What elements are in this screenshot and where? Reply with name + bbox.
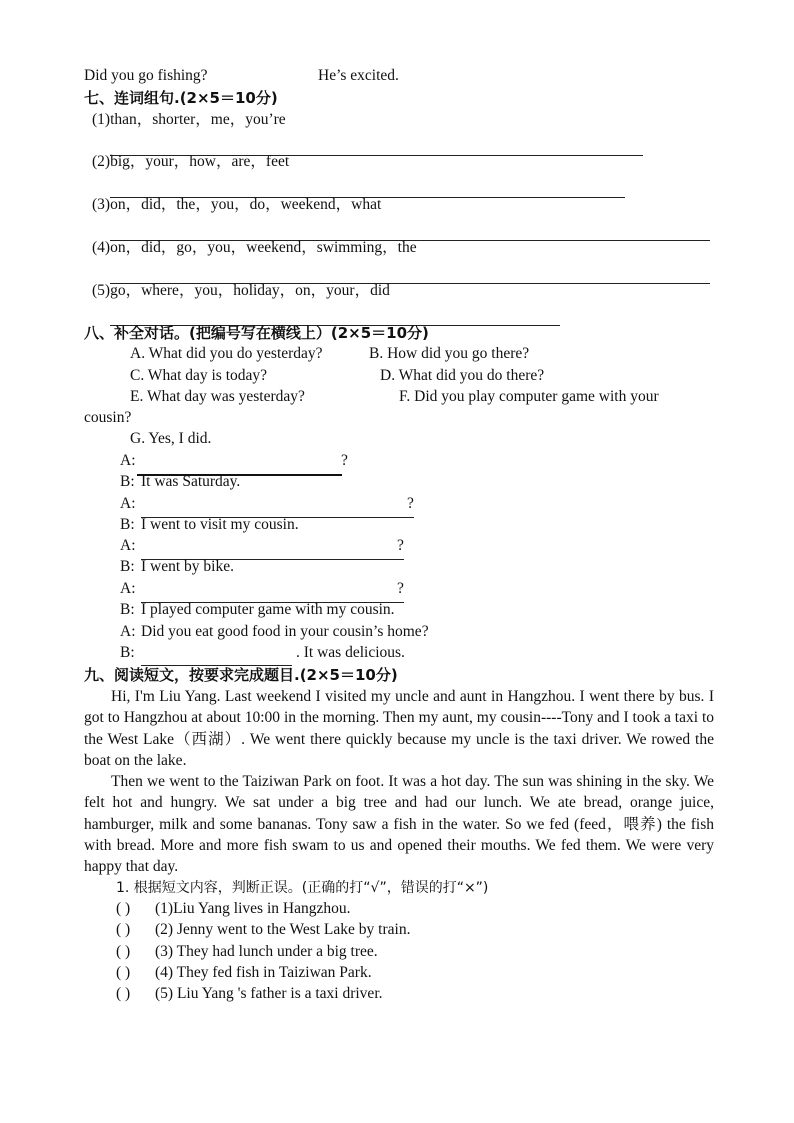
dialog-speaker: A: — [120, 452, 136, 469]
answer-bracket[interactable]: ( ) — [116, 900, 131, 917]
judgement-item-1: (1)Liu Yang lives in Hangzhou. — [155, 900, 351, 917]
top-line-left: Did you go fishing? — [84, 67, 208, 84]
judgement-item-4: (4) They fed fish in Taiziwan Park. — [155, 964, 372, 981]
question-mark: ? — [341, 452, 348, 469]
option-c: C. What day is today? — [130, 367, 268, 384]
option-g: G. Yes, I did. — [130, 430, 212, 447]
section-7-title: 七、连词组句.(2×5＝10分) — [84, 89, 278, 107]
dialog-speaker: B: — [120, 601, 135, 618]
dialog-speaker: B: — [120, 516, 135, 533]
dialog-speaker: A: — [120, 537, 136, 554]
top-line-right: He’s excited. — [318, 67, 399, 84]
question-mark: ? — [397, 580, 404, 597]
word-order-item-2: (2)big，your，how，are，feet — [92, 153, 290, 170]
judgement-instructions: 1. 根据短文内容，判断正误。(正确的打“√”，错误的打“×”) — [116, 880, 489, 896]
dialog-speaker: B: — [120, 558, 135, 575]
word-order-item-3: (3)on，did，the，you，do，weekend，what — [92, 196, 382, 213]
dialog-speaker: B: — [120, 473, 135, 490]
answer-bracket[interactable]: ( ) — [116, 943, 131, 960]
dialog-line: It was Saturday. — [141, 473, 241, 490]
judgement-item-2: (2) Jenny went to the West Lake by train. — [155, 921, 411, 938]
dialog-speaker: A: — [120, 495, 136, 512]
answer-bracket[interactable]: ( ) — [116, 985, 131, 1002]
word-order-item-4: (4)on，did，go，you，weekend，swimming，the — [92, 239, 417, 256]
dialog-line: I went by bike. — [141, 558, 234, 575]
section-8-title: 八、补全对话。(把编号写在横线上）(2×5＝10分) — [84, 324, 429, 342]
option-e: E. What day was yesterday? — [130, 388, 305, 405]
dialog-line: Did you eat good food in your cousin’s home? — [141, 623, 429, 640]
dialog-speaker: A: — [120, 580, 136, 597]
word-order-item-1: (1)than，shorter，me，you’re — [92, 111, 286, 128]
dialog-speaker: A: — [120, 623, 136, 640]
answer-bracket[interactable]: ( ) — [116, 921, 131, 938]
dialog-speaker: B: — [120, 644, 135, 661]
word-order-item-5: (5)go，where，you，holiday，on，your，did — [92, 282, 390, 299]
reading-paragraph-1: Hi, I'm Liu Yang. Last weekend I visited my uncle and aunt in Hangzhou. I went there by bus. I got to Hangzhou at about 10:00 in the morning. Then my aunt, my cousin----Tony and I took a taxi to the West Lake（西湖）. We went there quickly because my uncle is the taxi driver. We rowed the boat on the lake. — [84, 688, 714, 769]
judgement-item-3: (3) They had lunch under a big tree. — [155, 943, 378, 960]
option-b: B. How did you go there? — [369, 345, 530, 362]
answer-bracket[interactable]: ( ) — [116, 964, 131, 981]
dialog-line: I played computer game with my cousin. — [141, 601, 395, 618]
section-9-title: 九、阅读短文，按要求完成题目.(2×5＝10分) — [84, 666, 398, 684]
reading-paragraph-2: Then we went to the Taiziwan Park on foot. It was a hot day. The sun was shining in the sky. We felt hot and hungry. We sat under a big tree and had our lunch. We ate bread, orange juice, hamburger, milk and some bananas. Tony saw a fish in the water. So we fed (feed，喂养) the fish with bread. More and more fish swam to us and opened their mouths. We fed them. We were very happy that day. — [84, 773, 714, 876]
judgement-item-5: (5) Liu Yang 's father is a taxi driver. — [155, 985, 383, 1002]
dialog-line: I went to visit my cousin. — [141, 516, 299, 533]
option-f: F. Did you play computer game with your — [399, 388, 659, 405]
question-mark: ? — [407, 495, 414, 512]
option-d: D. What did you do there? — [380, 367, 545, 384]
option-a: A. What did you do yesterday? — [130, 345, 323, 362]
option-f-cont: cousin? — [84, 409, 132, 426]
question-mark: ? — [397, 537, 404, 554]
dialog-line: . It was delicious. — [296, 644, 405, 661]
